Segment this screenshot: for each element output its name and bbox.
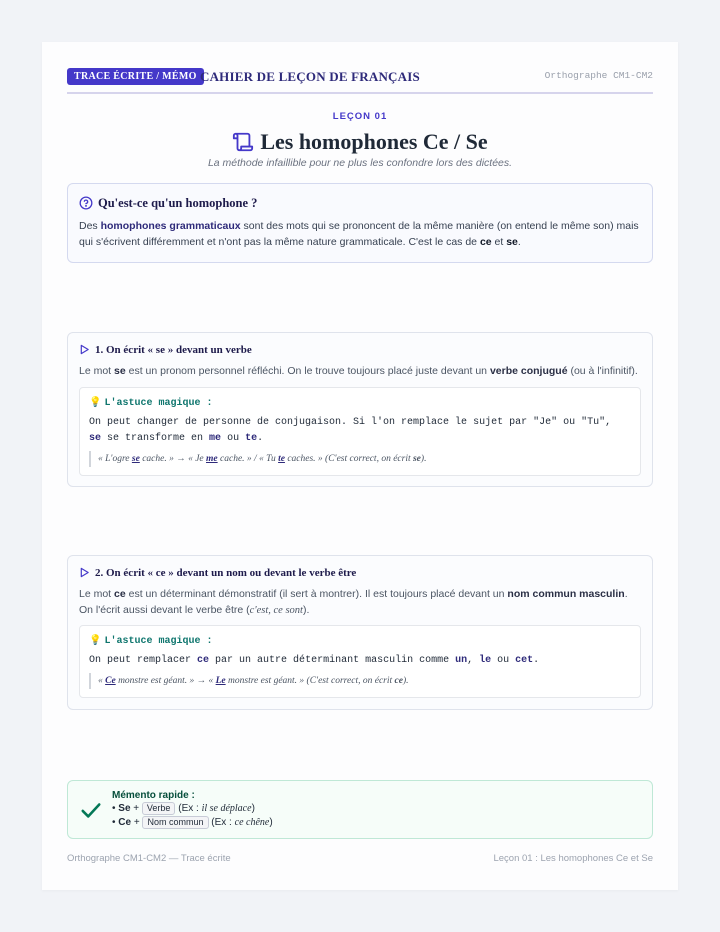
- play-triangle-icon: [79, 567, 90, 578]
- footer-left: Orthographe CM1-CM2 — Trace écrite: [67, 853, 231, 864]
- play-triangle-icon: [79, 344, 90, 355]
- lesson-title: [42, 128, 678, 156]
- page-footer: [67, 853, 653, 864]
- tip-se-box: [79, 387, 641, 476]
- tip-se-title: 💡 L'astuce magique :: [89, 397, 213, 409]
- document-type-tag: TRACE ÉCRITE / MÉMO: [67, 68, 204, 85]
- rule-se-text: Le mot se est un pronom personnel réfléchi. On le trouve toujours placé juste devant un verbe conjugué (ou à l'infinitif).: [79, 365, 638, 377]
- rule-ce-text: Le mot ce est un déterminant démonstratif (il sert à montrer). Il est toujours placé devant un nom commun masculin. On l'écrit aussi devant le verbe être (c'est, ce sont).: [79, 588, 628, 616]
- memento-box: [67, 780, 653, 839]
- definition-heading: [79, 196, 257, 211]
- pill-verbe: Verbe: [142, 802, 176, 815]
- footer-right: Leçon 01 : Les homophones Ce et Se: [493, 853, 653, 864]
- memento-line-ce: • Ce + Nom commun (Ex : ce chêne): [112, 817, 273, 828]
- tip-ce-text: On peut remplacer ce par un autre déterminant masculin comme un, le ou cet.: [89, 655, 540, 666]
- definition-box: [67, 183, 653, 263]
- lesson-subtitle: La méthode infaillible pour ne plus les confondre lors des dictées.: [207, 157, 513, 169]
- rule-se-heading: 1. On écrit « se » devant un verbe: [79, 344, 252, 356]
- level-label: Orthographe CM1-CM2: [544, 70, 653, 81]
- example-se: « L'ogre se cache. » → « Je me cache. » / « Tu te caches. » (C'est correct, on écrit se).: [89, 451, 426, 467]
- notebook-title: CAHIER DE LEÇON DE FRANÇAIS: [200, 69, 420, 84]
- memento-title: Mémento rapide :: [112, 790, 195, 801]
- tip-ce-box: [79, 625, 641, 698]
- pill-nom-commun: Nom commun: [142, 816, 208, 829]
- lightbulb-icon: 💡: [89, 397, 102, 408]
- tip-se-text: On peut changer de personne de conjugaison. Si l'on remplace le sujet par "Je" ou "Tu", se se transforme en me ou te.: [89, 417, 612, 444]
- rule-se-card: [67, 332, 653, 487]
- checkmark-icon: [80, 799, 102, 821]
- lightbulb-icon: 💡: [89, 635, 102, 646]
- question-circle-icon: [79, 196, 93, 210]
- tip-ce-title: 💡 L'astuce magique :: [89, 635, 213, 647]
- memento-line-se: • Se + Verbe (Ex : il se déplace): [112, 803, 255, 814]
- scroll-icon: [232, 131, 254, 153]
- rule-ce-card: [67, 555, 653, 710]
- page-header: [67, 68, 653, 94]
- definition-heading-text: Qu'est-ce qu'un homophone ?: [98, 196, 258, 210]
- rule-ce-heading: 2. On écrit « ce » devant un nom ou devant le verbe être: [79, 567, 356, 579]
- lesson-title-text: Les homophones Ce / Se: [260, 129, 488, 154]
- example-ce: « Ce monstre est géant. » → « Le monstre est géant. » (C'est correct, on écrit ce).: [89, 673, 409, 689]
- lesson-page: [42, 42, 678, 890]
- definition-text: Des homophones grammaticaux sont des mots qui se prononcent de la même manière (on entend le même son) mais qui s'écrivent différemment et n'ont pas la même nature grammaticale. C'est le cas de ce et se.: [79, 220, 639, 248]
- lesson-number: LEÇON 01: [332, 111, 388, 122]
